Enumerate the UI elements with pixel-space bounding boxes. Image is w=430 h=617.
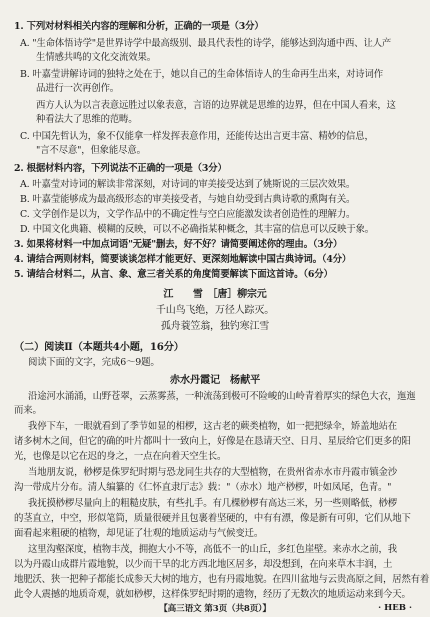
page-footer: 【高三语文 第3页（共8页）】 (159, 604, 271, 614)
section-2-heading: （二）阅读Ⅱ（本题共4小题，16分） (14, 341, 184, 353)
footer-code: · HEB · (378, 603, 412, 613)
question-4: 4. 请结合两则材料，简要谈谈怎样才能更好、更深刻地解读中国古典诗词。（4分） (14, 254, 352, 265)
question-1-option-c-cont: "言不尽意"，但象能尽意。 (36, 145, 146, 156)
essay-line: 当地朋友说，桫椤是侏罗纪时期与恐龙同生共存的大型植物，在贵州省赤水市丹霞市镇金沙 (28, 467, 398, 478)
question-1-option-b-cont: 种看法大了思维的范畴。 (36, 114, 138, 125)
essay-line: 我抚摸桫椤尽量向上的粗糙皮肤，有些扎手。有几棵桫椤有高达三米，另一些则略低，桫椤 (28, 498, 398, 509)
question-1-stem: 1. 下列对材料相关内容的理解和分析，正确的一项是（3分） (14, 21, 264, 32)
question-1-option-a-cont: 生情感共鸣的文化交流效果。 (36, 52, 156, 63)
question-2-stem: 2. 根据材料内容，下列说法不正确的一项是（3分） (14, 163, 227, 174)
poem-line-1: 千山鸟飞绝，万径人踪灭。 (155, 305, 275, 316)
essay-line: 诸多树木之间，但它的确的叶片都叫十一致向上，好像是在恳请天空、日月、星辰给它们更多的阳 (14, 436, 411, 447)
question-2-option-b: B. 叶嘉莹能够成为最高级形态的审美接受者，与她自幼受到古典诗歌的熏陶有关。 (20, 194, 356, 205)
poem-line-2: 孤舟蓑笠翁，独钓寒江雪 (160, 321, 270, 332)
essay-line: 光，也像是以它在迟的身之，一点在向着天空生长。 (14, 451, 227, 462)
question-3: 3. 如果将材料一中加点词语"无疑"删去，好不好？请简要阐述你的理由。（3分） (14, 239, 343, 250)
essay-line: 沟一带成片分布。清人编纂的《仁怀直隶厅志》载："（赤水）地产桫椤，叶如凤尾，色青。" (14, 482, 392, 493)
question-2-option-a: A. 叶嘉莹对诗词的解读非常深刻，对诗词的审美接受达到了姚斯说的三层次效果。 (20, 179, 356, 190)
essay-line: 以为丹霞山成群片霞地貌，以少而干旱的北方西北地区居多，却没想到，在向来草木丰润，土 (14, 559, 393, 570)
essay-line: 面看起来粗硬的植物，却见证了壮观的地质运动与气候变迁。 (14, 528, 264, 539)
essay-line: 沿途河水涌涌，山野苍翠，云蒸雾蒸，一种流荡到极可不险峻的山岭青着厚实的绿色大衣，迤迤 (28, 391, 416, 402)
section-2-instruction: 阅读下面的文字，完成6～9题。 (28, 357, 160, 368)
essay-title: 赤水丹霞记 杨献平 (169, 374, 261, 386)
essay-line: 地肥沃、狭一把种子都能长成参天大树的地方，也有丹霞地貌。在四川盆地与云贵高原之间，居然有着 (14, 574, 430, 585)
question-1-option-c: C. 中国先哲认为，象不仅能拿一样发挥表意作用，还能传达出言更丰富、精妙的信息， (20, 131, 374, 142)
question-2-option-d: D. 中国文化典籍、模糊的反映，可以不必确指某种概念，其丰富的信息可以反映于象。 (20, 224, 375, 235)
essay-line: 的茎直立，中空，形似笔筒，质量很硬并且包裹着坚硬的，中有有漂，像是新有可卯，它们从地下 (14, 513, 411, 524)
essay-line: 我停下车，一眼就看到了季节如显的相椤，这古老的蕨类植物，如一把把绿伞，矫盖地站在 (28, 421, 398, 432)
question-2-option-c: C. 文学创作是以为，文学作品中的不确定性与空白应能激发读者创造性的理解力。 (20, 209, 356, 220)
question-5: 5. 请结合材料二，从言、象、意三者关系的角度简要解读下面这首诗。（6分） (14, 269, 333, 280)
essay-line: 这里沟壑深度，植物丰茂，拥抱大小不等，高低不一的山丘，多红色崖壁。来赤水之前，我 (28, 544, 398, 555)
question-1-option-b: B. 叶嘉莹讲解诗词的独特之处在于，她以自己的生命体悟诗人的生命再生出来，对诗词作 (20, 69, 383, 80)
question-1-option-a: A. "生命体悟诗学"是世界诗学中最高级别、最具代表性的诗学，能够达到沟通中西、让人产 (20, 38, 392, 49)
essay-line: 此令人震撼的地质奇观，就如桫椤，这样侏罗纪时期的遗物，经历了无数次的地质运动来到今天。 (14, 589, 411, 600)
poem-title: 江 雪 ［唐］柳宗元 (163, 289, 267, 300)
essay-line: 而来。 (14, 405, 42, 416)
question-1-option-b-cont: 品进行一次再创作。 (36, 83, 120, 94)
question-1-option-b-cont: 西方人认为以言表意远胜过以象表意，言语的边界就是思维的边界，但在中国人看来，这 (36, 100, 396, 111)
